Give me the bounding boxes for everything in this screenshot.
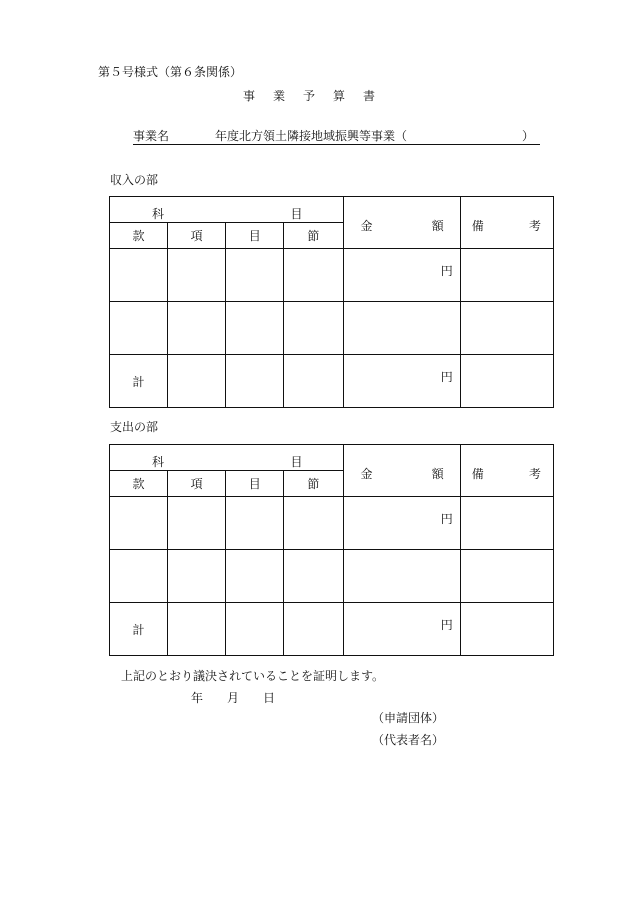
kan-header: 款 <box>110 223 168 249</box>
table-cell[interactable] <box>226 497 284 550</box>
remarks-right: 考 <box>528 467 541 481</box>
table-row <box>110 497 554 550</box>
project-close-paren: ） <box>521 129 534 143</box>
table-row <box>110 550 554 603</box>
amount-header <box>343 445 460 497</box>
setsu-header: 節 <box>284 223 343 249</box>
kan-header: 款 <box>110 471 168 497</box>
table-cell[interactable] <box>168 355 226 408</box>
remarks-cell[interactable] <box>460 550 553 603</box>
remarks-header <box>460 197 553 249</box>
project-name-line <box>133 130 540 145</box>
table-cell[interactable] <box>110 249 168 302</box>
amount-left: 金 <box>360 219 373 233</box>
kamoku-header <box>110 197 344 223</box>
moku-header: 目 <box>226 223 284 249</box>
table-cell[interactable] <box>226 355 284 408</box>
table-cell[interactable] <box>284 603 343 656</box>
remarks-cell[interactable] <box>460 249 553 302</box>
table-cell[interactable] <box>168 302 226 355</box>
setsu-header: 節 <box>284 471 343 497</box>
table-cell[interactable] <box>284 550 343 603</box>
certification-text: 上記のとおり議決されていることを証明します。 <box>121 669 385 683</box>
kou-header: 項 <box>168 471 226 497</box>
table-row <box>110 249 554 302</box>
income-heading: 収入の部 <box>110 173 159 187</box>
remarks-cell[interactable] <box>460 302 553 355</box>
table-cell[interactable] <box>168 550 226 603</box>
form-number: 第５号様式（第６条関係） <box>98 65 243 79</box>
remarks-cell[interactable] <box>460 497 553 550</box>
total-row <box>110 355 554 408</box>
yen-unit: 円 <box>440 370 453 384</box>
table-cell[interactable] <box>284 497 343 550</box>
amount-right: 額 <box>431 467 444 481</box>
amount-cell[interactable] <box>343 302 460 355</box>
date-line <box>191 692 275 704</box>
document-title: 事業予算書 <box>243 89 394 103</box>
amount-header <box>343 197 460 249</box>
amount-cell[interactable] <box>343 497 460 550</box>
kamoku-right: 目 <box>290 207 303 221</box>
total-row <box>110 603 554 656</box>
kamoku-left: 科 <box>152 455 165 469</box>
kamoku-header <box>110 445 344 471</box>
yen-unit: 円 <box>440 264 453 278</box>
table-cell[interactable] <box>168 497 226 550</box>
remarks-cell[interactable] <box>460 603 553 656</box>
expense-heading: 支出の部 <box>110 420 159 434</box>
table-cell[interactable] <box>284 249 343 302</box>
table-cell[interactable] <box>284 355 343 408</box>
kou-header: 項 <box>168 223 226 249</box>
total-amount-cell[interactable] <box>343 603 460 656</box>
applicant-label: （申請団体） <box>372 711 445 725</box>
amount-right: 額 <box>431 219 444 233</box>
total-amount-cell[interactable] <box>343 355 460 408</box>
moku-header: 目 <box>226 471 284 497</box>
yen-unit: 円 <box>440 618 453 632</box>
table-cell[interactable] <box>226 603 284 656</box>
remarks-header <box>460 445 553 497</box>
table-cell[interactable] <box>168 249 226 302</box>
amount-left: 金 <box>360 467 373 481</box>
table-cell[interactable] <box>168 603 226 656</box>
income-table <box>109 196 554 408</box>
total-label: 計 <box>110 603 168 656</box>
table-cell[interactable] <box>110 550 168 603</box>
table-cell[interactable] <box>226 302 284 355</box>
remarks-cell[interactable] <box>460 355 553 408</box>
representative-label: （代表者名） <box>372 733 445 747</box>
date-day: 日 <box>263 691 276 705</box>
table-row <box>110 302 554 355</box>
yen-unit: 円 <box>440 512 453 526</box>
table-cell[interactable] <box>284 302 343 355</box>
total-label: 計 <box>110 355 168 408</box>
table-cell[interactable] <box>110 497 168 550</box>
table-cell[interactable] <box>226 249 284 302</box>
kamoku-left: 科 <box>152 207 165 221</box>
kamoku-right: 目 <box>290 455 303 469</box>
date-year: 年 <box>191 691 204 705</box>
remarks-right: 考 <box>528 219 541 233</box>
remarks-left: 備 <box>471 219 484 233</box>
amount-cell[interactable] <box>343 249 460 302</box>
amount-cell[interactable] <box>343 550 460 603</box>
table-cell[interactable] <box>110 302 168 355</box>
project-label: 事業名 <box>133 129 170 143</box>
project-name: 年度北方領土隣接地域振興等事業（ <box>215 129 408 143</box>
expense-table <box>109 444 554 656</box>
table-cell[interactable] <box>226 550 284 603</box>
remarks-left: 備 <box>471 467 484 481</box>
date-month: 月 <box>227 691 240 705</box>
